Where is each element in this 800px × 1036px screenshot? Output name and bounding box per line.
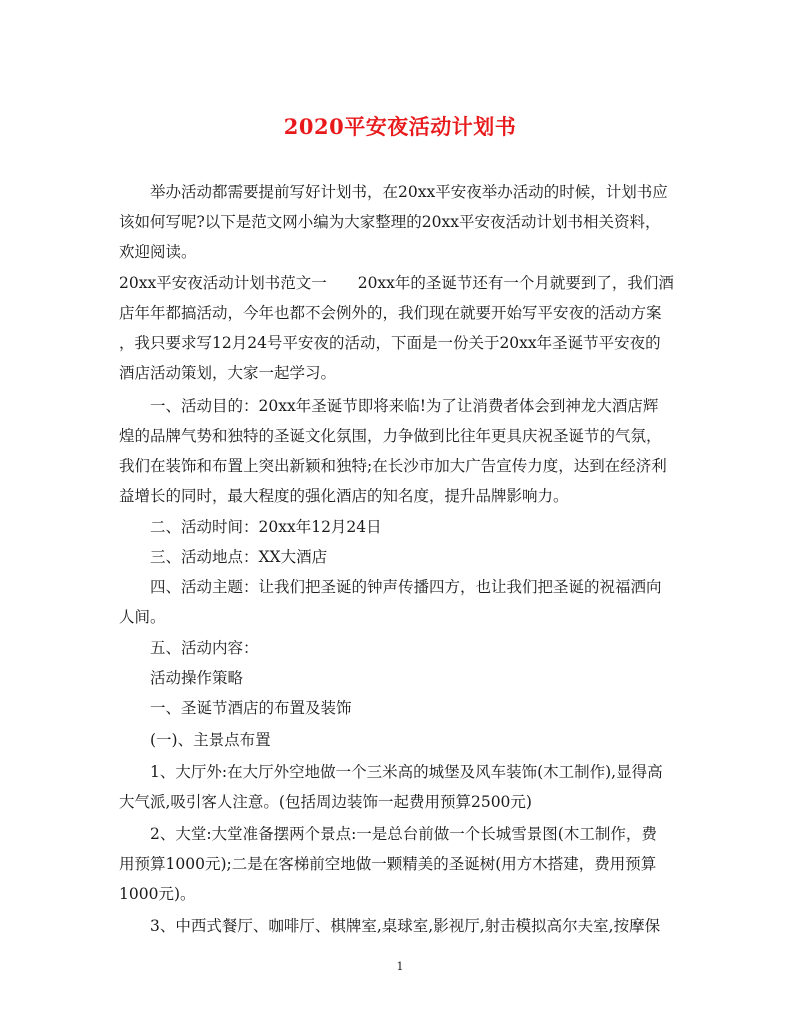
- paragraph-line: 1、大厅外:在大厅外空地做一个三米高的城堡及风车装饰(木工制作),显得高: [150, 763, 663, 781]
- paragraph-line: (一)、主景点布置: [150, 731, 271, 749]
- paragraph-line: 大气派,吸引客人注意。(包括周边装饰一起费用预算2500元): [119, 793, 532, 811]
- paragraph-line: 益增长的同时，最大程度的强化酒店的知名度，提升品牌影响力。: [119, 487, 569, 505]
- paragraph-line: 煌的品牌气势和独特的圣诞文化氛围，力争做到比往年更具庆祝圣诞节的气氛，: [119, 427, 662, 445]
- paragraph-line: 酒店活动策划，大家一起学习。: [119, 364, 337, 382]
- paragraph-line: 该如何写呢?以下是范文网小编为大家整理的20xx平安夜活动计划书相关资料，: [119, 213, 661, 231]
- paragraph-line: 二、活动时间：20xx年12月24日: [150, 518, 382, 536]
- paragraph-line: 3、中西式餐厅、咖啡厅、棋牌室,桌球室,影视厅,射击模拟高尔夫室,按摩保: [150, 917, 661, 935]
- paragraph-line: 我们在装饰和布置上突出新颖和独特;在长沙市加大广告宣传力度，达到在经济利: [119, 457, 667, 475]
- paragraph-line: 举办活动都需要提前写好计划书，在20xx平安夜举办活动的时候，计划书应: [150, 183, 668, 201]
- paragraph-line: 三、活动地点：XX大酒店: [150, 548, 328, 566]
- paragraph-line: 1000元)。: [119, 885, 196, 903]
- paragraph-line: 2、大堂:大堂准备摆两个景点:一是总台前做一个长城雪景图(木工制作，费: [150, 825, 657, 843]
- paragraph-line: 一、活动目的：20xx年圣诞节即将来临!为了让消费者体会到神龙大酒店辉: [150, 397, 659, 415]
- page-number: 1: [396, 960, 404, 973]
- paragraph-line: 活动操作策略: [150, 669, 244, 687]
- paragraph-line: ，我只要求写12月24号平安夜的活动，下面是一份关于20xx年圣诞节平安夜的: [119, 334, 661, 352]
- paragraph-line: 四、活动主题：让我们把圣诞的钟声传播四方，也让我们把圣诞的祝福洒向: [150, 578, 662, 596]
- paragraph-line: 20xx平安夜活动计划书范文一 20xx年的圣诞节还有一个月就要到了，我们酒: [119, 274, 674, 292]
- paragraph-line: 用预算1000元);二是在客梯前空地做一颗精美的圣诞树(用方木搭建，费用预算: [119, 855, 657, 873]
- paragraph-line: 五、活动内容：: [150, 639, 259, 657]
- paragraph-line: 店年年都搞活动，今年也都不会例外的，我们现在就要开始写平安夜的活动方案: [119, 304, 662, 322]
- paragraph-line: 一、圣诞节酒店的布置及装饰: [150, 699, 352, 717]
- paragraph-line: 人间。: [119, 608, 166, 626]
- paragraph-line: 欢迎阅读。: [119, 243, 197, 261]
- document-title: 2020平安夜活动计划书: [283, 114, 517, 139]
